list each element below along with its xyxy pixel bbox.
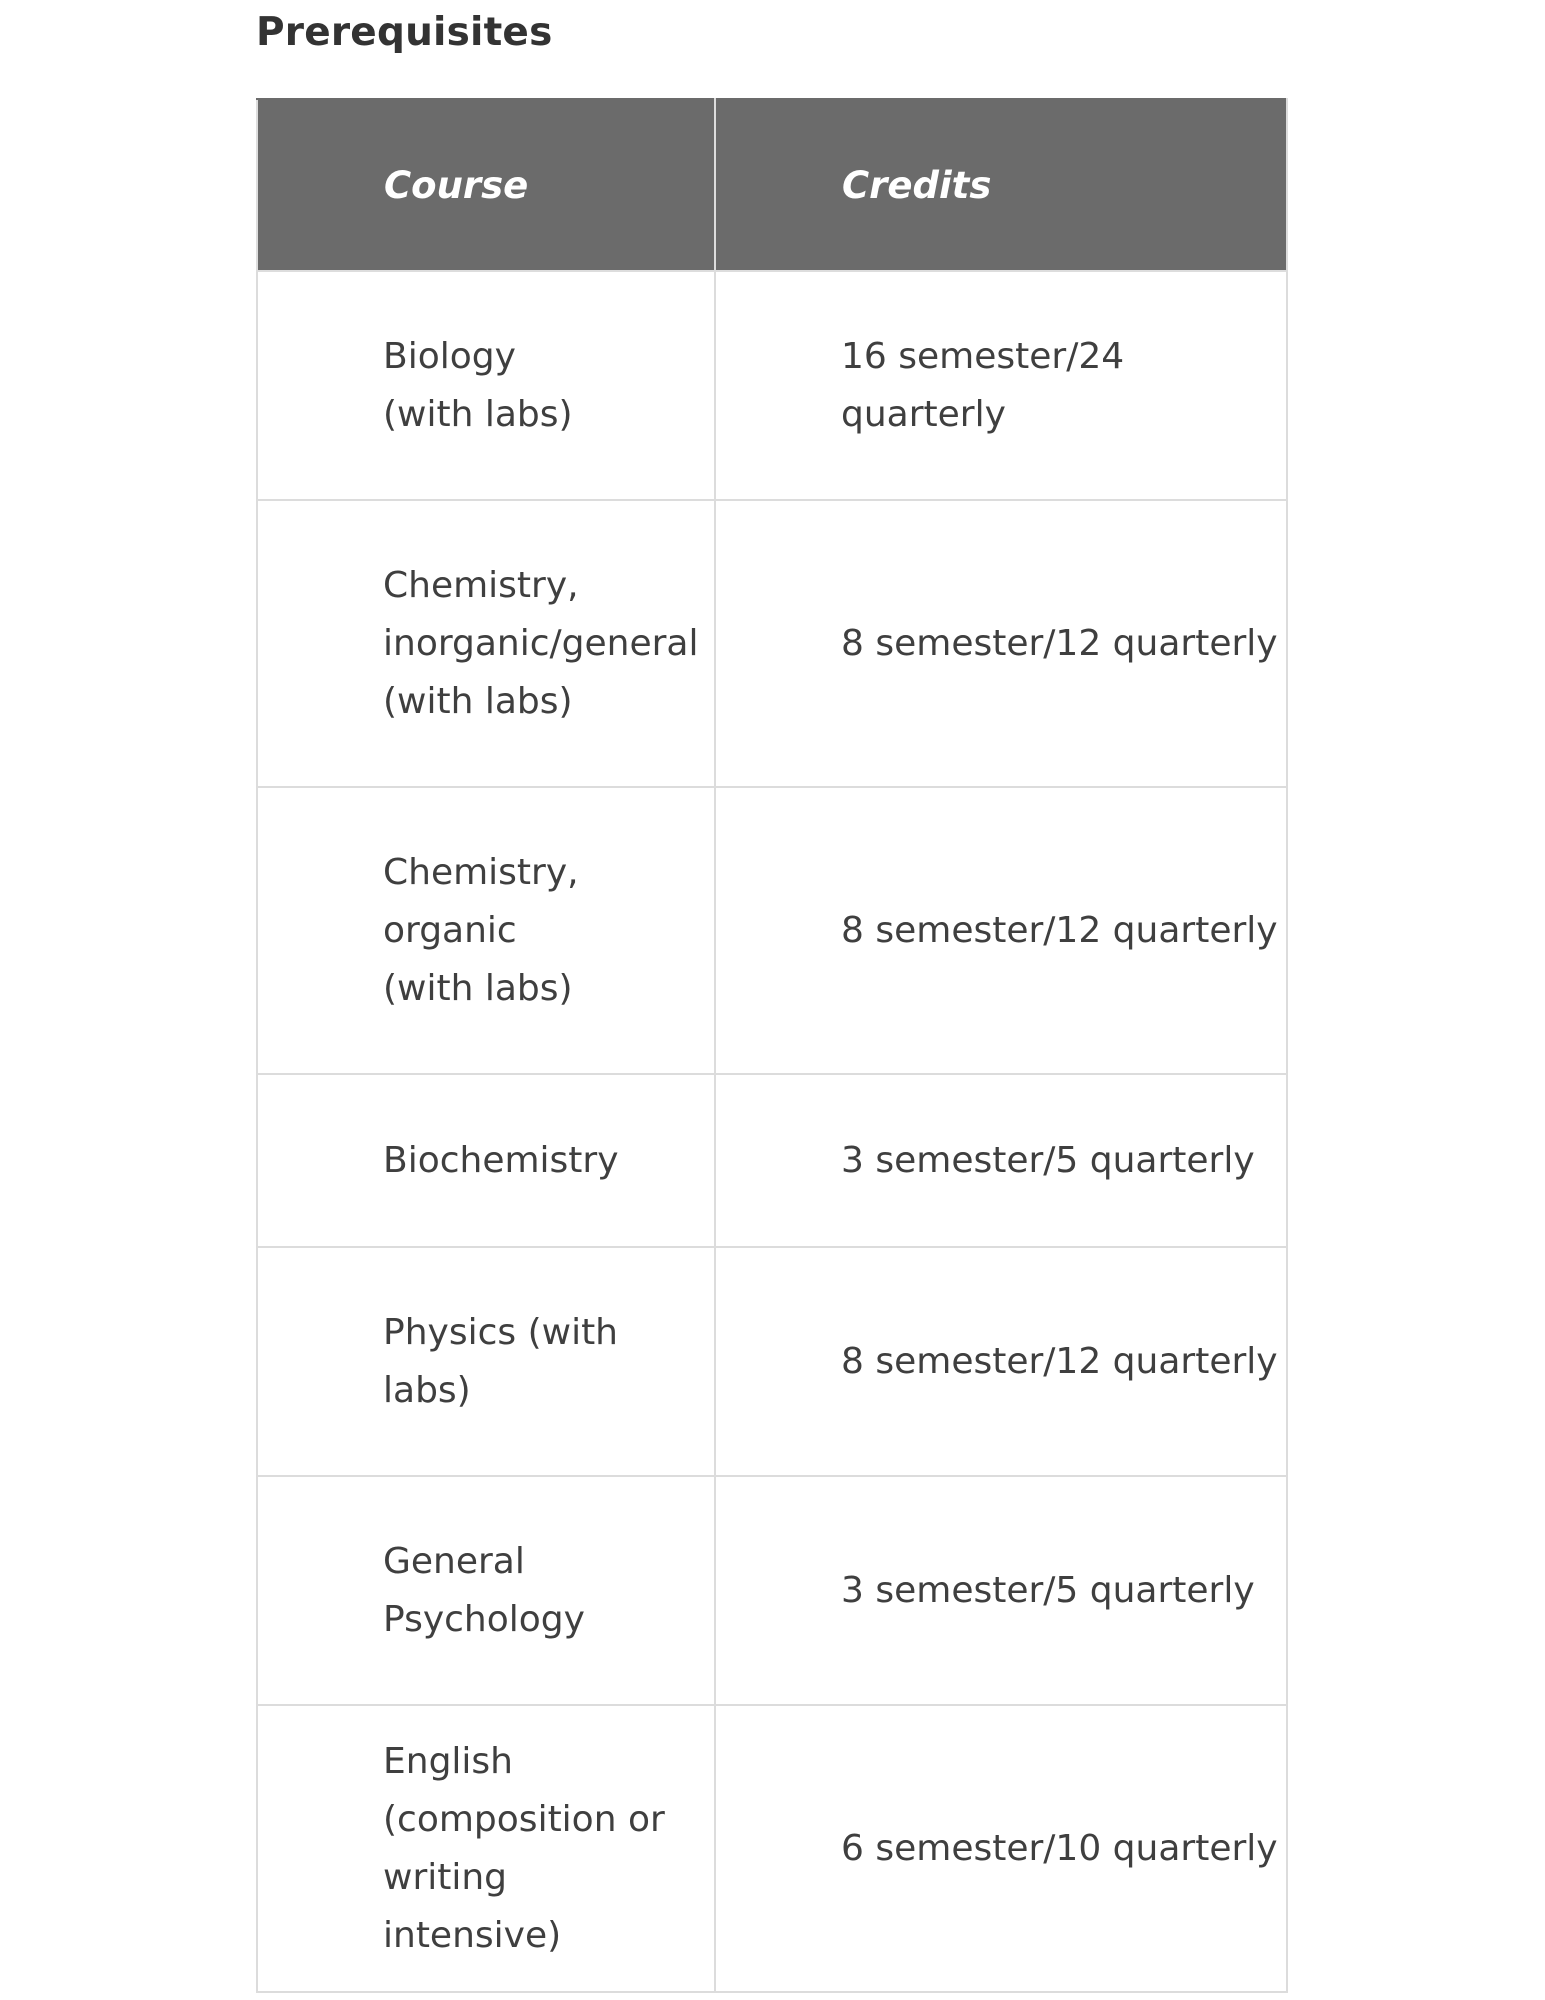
course-name-line: (with labs) (383, 680, 573, 722)
course-name-line: Physics (with (383, 1311, 619, 1353)
course-name-line: Biochemistry (383, 1139, 619, 1181)
table-row (257, 1476, 1287, 1705)
table-row (257, 1074, 1287, 1247)
prerequisites-section (256, 0, 1286, 1993)
course-cell (257, 1247, 715, 1476)
credits-cell (715, 1074, 1287, 1247)
course-cell (257, 1476, 715, 1705)
course-cell (257, 787, 715, 1074)
credits-value-line: 8 semester/12 quarterly (841, 1340, 1278, 1382)
table-row (257, 500, 1287, 787)
credits-cell (715, 787, 1287, 1074)
course-name-line: inorganic/general (383, 622, 699, 664)
credits-value-line: 8 semester/12 quarterly (841, 622, 1278, 664)
credits-value-line: 3 semester/5 quarterly (841, 1569, 1255, 1611)
section-title: Prerequisites (256, 10, 553, 55)
credits-value-line: 3 semester/5 quarterly (841, 1139, 1255, 1181)
table-row (257, 1247, 1287, 1476)
course-name-line: Chemistry, (383, 851, 579, 893)
credits-value-line: 8 semester/12 quarterly (841, 909, 1278, 951)
credits-cell (715, 1705, 1287, 1992)
course-cell (257, 271, 715, 500)
table-header-row (257, 99, 1287, 271)
credits-cell (715, 500, 1287, 787)
column-header-course: Course (257, 99, 715, 271)
course-name-line: (with labs) (383, 393, 573, 435)
course-cell (257, 1705, 715, 1992)
course-name-line: labs) (383, 1369, 471, 1411)
credits-value-line: quarterly (841, 393, 1006, 435)
course-name-line: Psychology (383, 1598, 585, 1640)
course-name-line: English (383, 1740, 513, 1782)
table-row (257, 1705, 1287, 1992)
course-name-line: organic (383, 909, 517, 951)
course-name-line: Chemistry, (383, 564, 579, 606)
credits-value-line: 16 semester/24 (841, 335, 1125, 377)
credits-cell (715, 271, 1287, 500)
course-name-line: writing intensive) (383, 1856, 562, 1956)
course-name-line: (composition or (383, 1798, 665, 1840)
table-row (257, 787, 1287, 1074)
credits-cell (715, 1247, 1287, 1476)
course-cell (257, 1074, 715, 1247)
table-row (257, 271, 1287, 500)
course-cell (257, 500, 715, 787)
course-name-line: General (383, 1540, 525, 1582)
credits-value-line: 6 semester/10 quarterly (841, 1827, 1278, 1869)
credits-cell (715, 1476, 1287, 1705)
prerequisites-table (256, 98, 1288, 1993)
course-name-line: (with labs) (383, 967, 573, 1009)
column-header-credits: Credits (715, 99, 1287, 271)
course-name-line: Biology (383, 335, 516, 377)
